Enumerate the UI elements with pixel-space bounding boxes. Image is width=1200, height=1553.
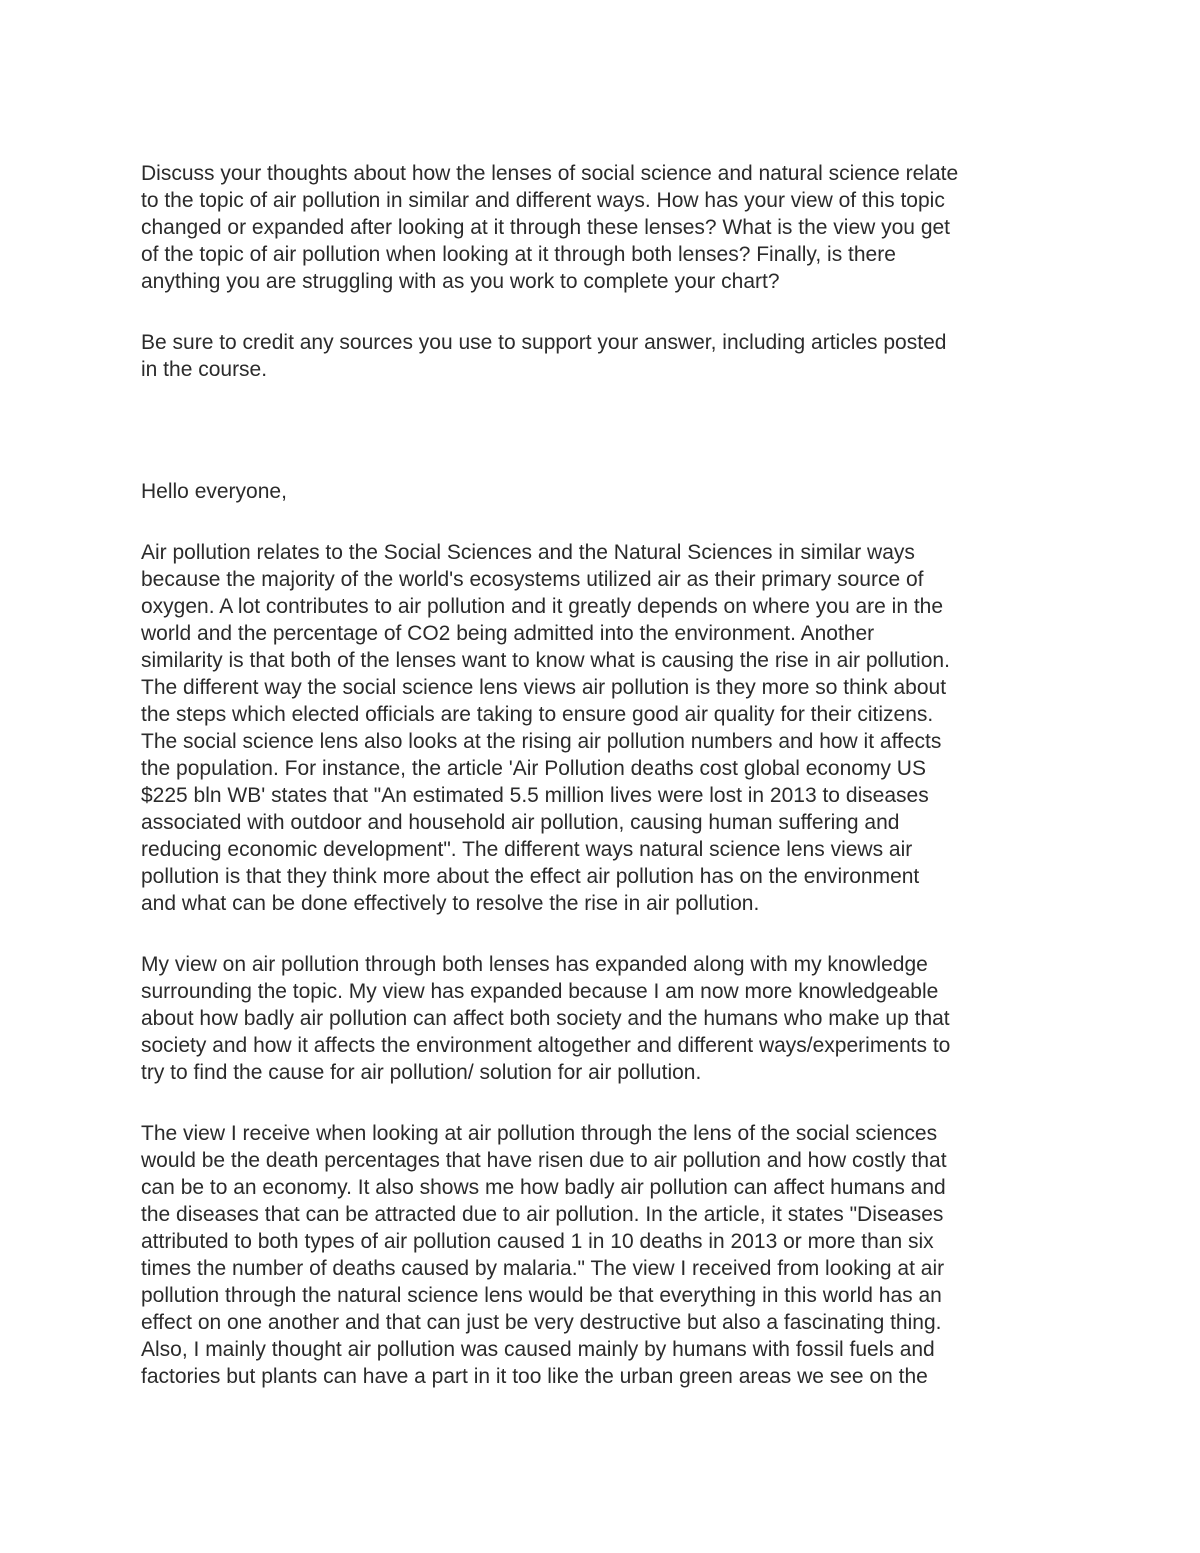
spacer	[141, 917, 1071, 951]
response-paragraph-3: The view I receive when looking at air pollution through the lens of the social sciences would be the death percentages that have risen due to air pollution and how costly that can be to an economy. It also shows me how badly air pollution can affect humans and the diseases that can be attracted due to air pollution. In the article, it states "Diseases attributed to both types of air pollution caused 1 in 10 deaths in 2013 or more than six times the number of deaths caused by malaria." The view I received from looking at air pollution through the natural science lens would be that everything in this world has an effect on one another and that can just be very destructive but also a fascinating thing. Also, I mainly thought air pollution was caused mainly by humans with fossil fuels and factories but plants can have a part in it too like the urban green areas we see on the	[141, 1122, 947, 1388]
response-paragraph-1: Air pollution relates to the Social Sciences and the Natural Sciences in similar ways because the majority of the world's ecosystems utilized air as their primary source of oxygen. A lot contributes to air pollution and it greatly depends on where you are in the world and the percentage of CO2 being admitted into the environment. Another similarity is that both of the lenses want to know what is causing the rise in air pollution. The different way the social science lens views air pollution is they more so think about the steps which elected officials are taking to ensure good air quality for their citizens. The social science lens also looks at the rising air pollution numbers and how it affects the population. For instance, the article 'Air Pollution deaths cost global economy US $225 bln WB' states that "An estimated 5.5 million lives were lost in 2013 to diseases associated with outdoor and household air pollution, causing human suffering and reducing economic development". The different ways natural science lens views air pollution is that they think more about the effect air pollution has on the environment and what can be done effectively to resolve the rise in air pollution.	[141, 541, 950, 915]
spacer	[141, 295, 1071, 329]
response-greeting: Hello everyone,	[141, 480, 287, 503]
prompt-sources-note: Be sure to credit any sources you use to support your answer, including articles posted in the course.	[141, 331, 947, 381]
spacer	[141, 505, 1071, 539]
spacer	[141, 383, 1071, 478]
spacer	[141, 1086, 1071, 1120]
response-paragraph-2: My view on air pollution through both lenses has expanded along with my knowledge surrounding the topic. My view has expanded because I am now more knowledgeable about how badly air pollution can affect both society and the humans who make up that society and how it affects the environment altogether and different ways/experiments to try to find the cause for air pollution/ solution for air pollution.	[141, 953, 951, 1084]
prompt-question: Discuss your thoughts about how the lenses of social science and natural science relate to the topic of air pollution in similar and different ways. How has your view of this topic changed or expanded after looking at it through these lenses? What is the view you get of the topic of air pollution when looking at it through both lenses? Finally, is there anything you are struggling with as you work to complete your chart?	[141, 162, 959, 293]
document-body	[141, 160, 1071, 1390]
